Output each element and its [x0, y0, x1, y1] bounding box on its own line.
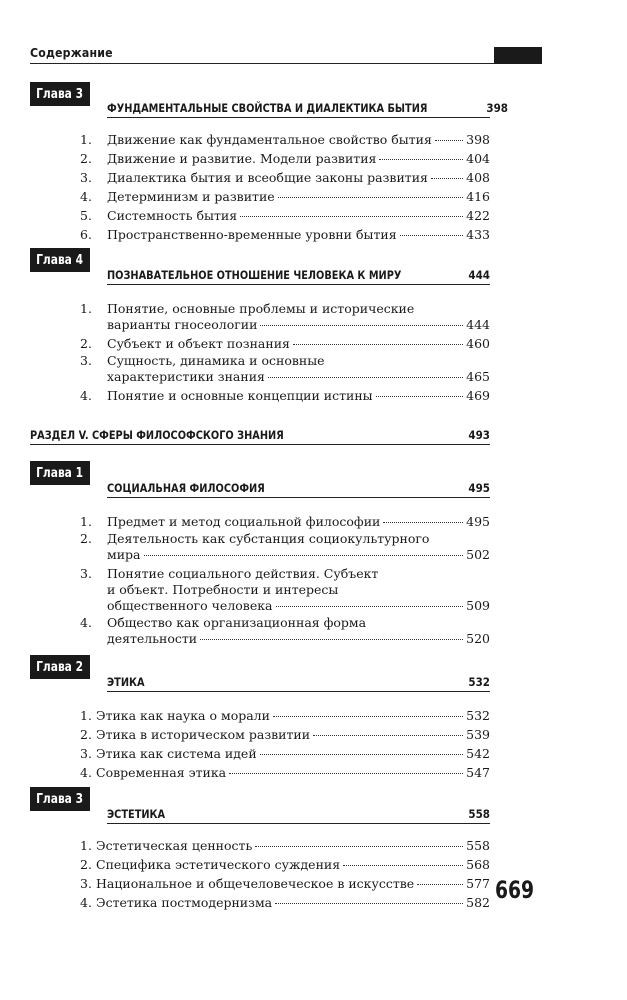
entry-page: 577	[466, 876, 490, 891]
running-header	[30, 38, 542, 64]
entry-page: 547	[466, 765, 490, 780]
chapter-title: СОЦИАЛЬНАЯ ФИЛОСОФИЯ	[107, 481, 265, 495]
dot-leader	[144, 555, 464, 556]
entry-number: 3.	[80, 566, 92, 581]
entry-title-line: и объект. Потребности и интересы	[107, 582, 339, 597]
entry-page: 460	[466, 336, 490, 351]
entry-title-line: мира	[107, 547, 141, 562]
dot-leader	[268, 377, 463, 378]
section-page: 493	[468, 428, 490, 442]
dot-leader	[417, 884, 463, 885]
chapter-title: ФУНДАМЕНТАЛЬНЫЕ СВОЙСТВА И ДИАЛЕКТИКА БЫТИЯ	[107, 101, 428, 115]
entry-title-line: Сущность, динамика и основные	[107, 353, 325, 368]
entry-title-line: Детерминизм и развитие	[107, 189, 275, 204]
chapter-tag-label: Глава 3	[36, 86, 84, 102]
chapter-tag-label: Глава 4	[36, 252, 84, 268]
entry-title-line: деятельности	[107, 631, 198, 646]
entry-title-line: Общество как организационная форма	[107, 615, 367, 630]
dot-leader	[376, 396, 464, 397]
chapter-tag	[30, 248, 90, 272]
chapter-page: 398	[486, 101, 508, 115]
entry-title-line: Эстетика постмодернизма	[96, 895, 273, 910]
entry-title-line: варианты гносеологии	[107, 317, 258, 332]
chapter-tag-label: Глава 2	[36, 659, 84, 675]
chapter-tag-label: Глава 1	[36, 465, 84, 481]
chapter-page: 558	[468, 807, 490, 821]
entry-page: 568	[466, 857, 490, 872]
entry-title-line: Специфика эстетического суждения	[96, 857, 341, 872]
dot-leader	[275, 903, 463, 904]
entry-number: 4.	[80, 388, 92, 403]
section-heading	[30, 428, 490, 445]
entry-page: 404	[466, 151, 490, 166]
entry-title-line: Движение как фундаментальное свойство бытия	[107, 132, 432, 147]
dot-leader	[431, 178, 463, 179]
entry-title-line: Пространственно-временные уровни бытия	[107, 227, 397, 242]
dot-leader	[260, 325, 463, 326]
entry-page: 422	[466, 208, 490, 223]
entry-page: 520	[466, 631, 490, 646]
chapter-heading	[107, 268, 490, 285]
entry-page: 582	[466, 895, 490, 910]
entry-title-line: Субъект и объект познания	[107, 336, 290, 351]
entry-number: 4.	[80, 615, 92, 630]
dot-leader	[293, 344, 463, 345]
entry-page: 398	[466, 132, 490, 147]
entry-page: 408	[466, 170, 490, 185]
entry-number: 2.	[80, 531, 92, 546]
dot-leader	[379, 159, 463, 160]
entry-title-line: Национальное и общечеловеческое в искусстве	[96, 876, 415, 891]
entry-number: 5.	[80, 208, 92, 223]
chapter-heading	[107, 675, 490, 692]
dot-leader	[343, 865, 463, 866]
entry-title-line: Системность бытия	[107, 208, 238, 223]
entry-number: 3.	[80, 746, 92, 761]
chapter-tag	[30, 655, 90, 679]
entry-page: 444	[466, 317, 490, 332]
chapter-tag	[30, 787, 90, 811]
dot-leader	[313, 735, 463, 736]
entry-number: 1.	[80, 838, 92, 853]
entry-number: 6.	[80, 227, 92, 242]
entry-title-line: Этика как система идей	[96, 746, 257, 761]
running-title: Содержание	[30, 45, 113, 60]
entry-number: 2.	[80, 151, 92, 166]
entry-title-line: Эстетическая ценность	[96, 838, 253, 853]
entry-number: 2.	[80, 857, 92, 872]
entry-title-line: Предмет и метод социальной философии	[107, 514, 381, 529]
page-number: 669	[495, 876, 535, 904]
entry-title-line: Понятие и основные концепции истины	[107, 388, 373, 403]
dot-leader	[229, 773, 463, 774]
chapter-title: ЭТИКА	[107, 675, 145, 689]
entry-page: 465	[466, 369, 490, 384]
dot-leader	[400, 235, 464, 236]
chapter-page: 495	[468, 481, 490, 495]
entry-title-line: Этика в историческом развитии	[96, 727, 311, 742]
entry-page: 416	[466, 189, 490, 204]
entry-number: 3.	[80, 876, 92, 891]
entry-page: 502	[466, 547, 490, 562]
dot-leader	[240, 216, 463, 217]
entry-page: 532	[466, 708, 490, 723]
dot-leader	[278, 197, 463, 198]
chapter-heading	[107, 101, 508, 118]
dot-leader	[260, 754, 463, 755]
entry-title-line: общественного человека	[107, 598, 273, 613]
chapter-page: 532	[468, 675, 490, 689]
dot-leader	[383, 522, 463, 523]
entry-title-line: Деятельность как субстанция социокультурного	[107, 531, 430, 546]
dot-leader	[273, 716, 463, 717]
entry-page: 558	[466, 838, 490, 853]
entry-title-line: Понятие, основные проблемы и исторические	[107, 301, 415, 316]
entry-number: 4.	[80, 765, 92, 780]
entry-number: 2.	[80, 336, 92, 351]
entry-title-line: Современная этика	[96, 765, 227, 780]
chapter-heading	[107, 481, 490, 498]
dot-leader	[255, 846, 463, 847]
chapter-tag	[30, 82, 90, 106]
entry-page: 495	[466, 514, 490, 529]
entry-title-line: Понятие социального действия. Субъект	[107, 566, 379, 581]
chapter-heading	[107, 807, 490, 824]
chapter-tag-label: Глава 3	[36, 791, 84, 807]
entry-number: 4.	[80, 189, 92, 204]
dot-leader	[200, 639, 463, 640]
entry-number: 4.	[80, 895, 92, 910]
section-title: РАЗДЕЛ V. СФЕРЫ ФИЛОСОФСКОГО ЗНАНИЯ	[30, 428, 284, 442]
entry-title-line: Диалектика бытия и всеобщие законы развития	[107, 170, 428, 185]
entry-number: 2.	[80, 727, 92, 742]
entry-number: 1.	[80, 708, 92, 723]
header-black-bar	[494, 47, 542, 64]
chapter-title: ПОЗНАВАТЕЛЬНОЕ ОТНОШЕНИЕ ЧЕЛОВЕКА К МИРУ	[107, 268, 402, 282]
entry-page: 539	[466, 727, 490, 742]
entry-page: 433	[466, 227, 490, 242]
entry-page: 509	[466, 598, 490, 613]
entry-title-line: Этика как наука о морали	[96, 708, 270, 723]
dot-leader	[276, 606, 464, 607]
entry-page: 542	[466, 746, 490, 761]
entry-number: 1.	[80, 301, 92, 316]
entry-number: 3.	[80, 353, 92, 368]
entry-title-line: характеристики знания	[107, 369, 265, 384]
entry-page: 469	[466, 388, 490, 403]
chapter-title: ЭСТЕТИКА	[107, 807, 166, 821]
dot-leader	[435, 140, 463, 141]
entry-number: 3.	[80, 170, 92, 185]
entry-number: 1.	[80, 514, 92, 529]
chapter-tag	[30, 461, 90, 485]
entry-title-line: Движение и развитие. Модели развития	[107, 151, 377, 166]
entry-number: 1.	[80, 132, 92, 147]
chapter-page: 444	[468, 268, 490, 282]
